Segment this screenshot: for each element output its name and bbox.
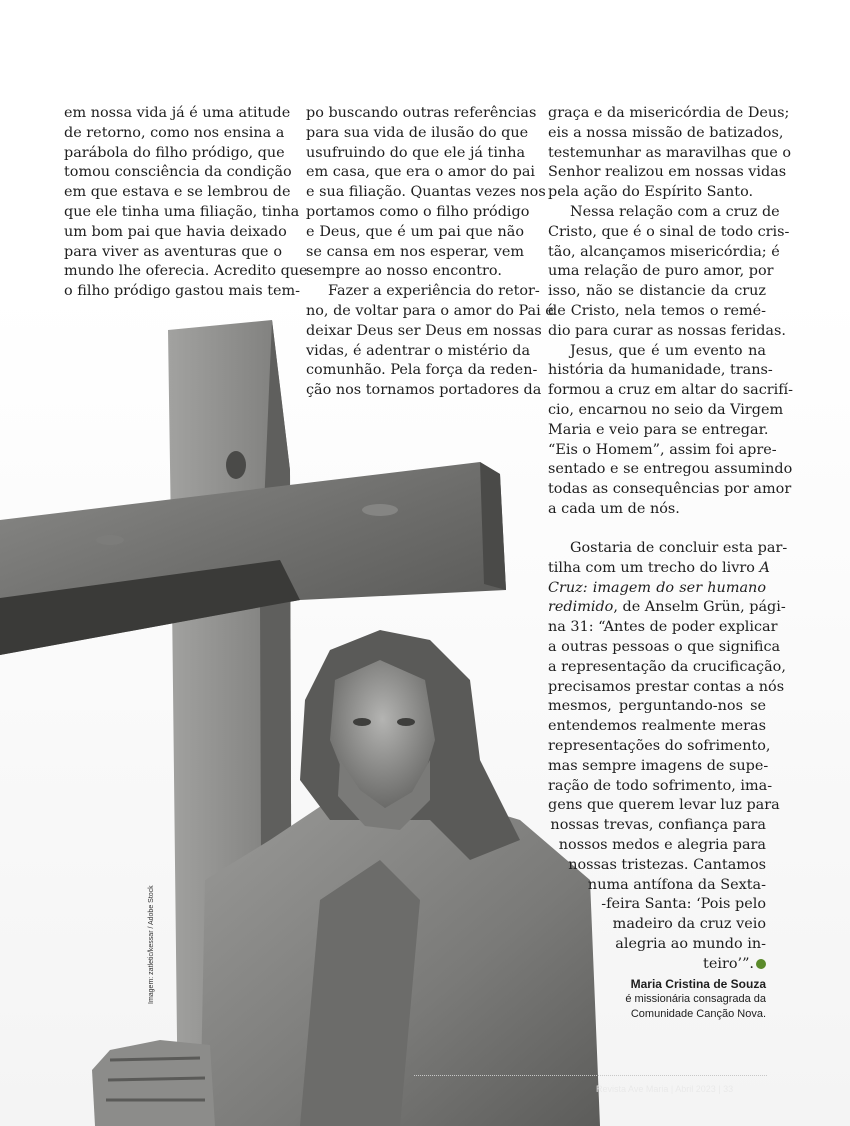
footer-divider bbox=[414, 1075, 767, 1076]
text-line bbox=[548, 559, 770, 579]
text-line: nossas trevas, confiança para bbox=[550, 817, 766, 834]
text-line: ção nos tornamos portadores da bbox=[306, 382, 542, 399]
text-column-2 bbox=[306, 104, 554, 401]
text-line: Fazer a experiência do retor- bbox=[328, 283, 540, 300]
text-line: o filho pródigo gastou mais tem- bbox=[64, 283, 301, 300]
text-line: uma relação de puro amor, por bbox=[548, 263, 774, 280]
image-credit: Imagem: zatletic/kessar / Adobe Stock bbox=[148, 885, 155, 1004]
text-line bbox=[548, 579, 766, 599]
paragraph bbox=[64, 104, 308, 302]
text-line: portamos como o filho pródigo bbox=[306, 203, 530, 220]
paragraph bbox=[548, 104, 792, 203]
text-line: no, de voltar para o amor do Pai é bbox=[306, 302, 554, 319]
text-line: sentado e se entregou assumindo bbox=[548, 461, 793, 478]
text-line: mas sempre imagens de supe- bbox=[548, 757, 769, 774]
text-fragment: , de Anselm Grün, pági- bbox=[613, 599, 786, 616]
closing-paragraph bbox=[548, 539, 788, 975]
text-line: -feira Santa: ‘Pois pelo bbox=[601, 896, 766, 913]
text-line: formou a cruz em altar do sacrifí- bbox=[548, 382, 794, 399]
text-line: comunhão. Pela força da reden- bbox=[306, 362, 538, 379]
text-line: ração de todo sofrimento, ima- bbox=[548, 777, 773, 794]
text-line: pela ação do Espírito Santo. bbox=[548, 184, 754, 201]
text-line: história da humanidade, trans- bbox=[548, 362, 773, 379]
text-line: Gostaria de concluir esta par- bbox=[570, 540, 788, 556]
text-line: Nessa relação com a cruz de bbox=[570, 203, 780, 220]
text-line: a cada um de nós. bbox=[548, 500, 680, 517]
author-role: Comunidade Canção Nova. bbox=[630, 1008, 766, 1020]
text-line: e Deus, que é um pai que não bbox=[306, 223, 524, 240]
text-line: entendemos realmente meras bbox=[548, 718, 766, 735]
text-line: para viver as aventuras que o bbox=[64, 243, 282, 260]
text-line: parábola do filho pródigo, que bbox=[64, 144, 285, 161]
text-line: tomou consciência da condição bbox=[64, 164, 292, 181]
text-line: dio para curar as nossas feridas. bbox=[548, 322, 786, 339]
book-title-fragment: Cruz: imagem do ser humano bbox=[548, 579, 766, 596]
text-line: nossas tristezas. Cantamos bbox=[568, 856, 766, 873]
author-name: Maria Cristina de Souza bbox=[630, 977, 766, 991]
text-line: cio, encarnou no seio da Virgem bbox=[548, 401, 784, 418]
text-line: na 31: “Antes de poder explicar bbox=[548, 619, 778, 636]
end-of-article-icon bbox=[756, 959, 766, 969]
text-line: a representação da crucificação, bbox=[548, 658, 786, 675]
text-column-3 bbox=[548, 104, 794, 520]
book-title-fragment: A bbox=[759, 559, 770, 576]
text-line: em casa, que era o amor do pai bbox=[306, 164, 536, 181]
text-line: deixar Deus ser Deus em nossas bbox=[306, 322, 542, 339]
text-line: Senhor realizou em nossas vidas bbox=[548, 164, 787, 181]
text-line: nossos medos e alegria para bbox=[558, 836, 766, 853]
text-line: de Cristo, nela temos o remé- bbox=[548, 302, 766, 319]
text-line: gens que querem levar luz para bbox=[548, 797, 780, 814]
text-line: representações do sofrimento, bbox=[548, 737, 771, 754]
text-line: numa antífona da Sexta- bbox=[587, 876, 766, 893]
text-line: po buscando outras referências bbox=[306, 105, 537, 121]
text-line: mesmos, perguntando-nos se bbox=[548, 698, 766, 715]
text-line: que ele tinha uma filiação, tinha bbox=[64, 203, 300, 220]
author-signature bbox=[560, 976, 766, 1022]
text-line: eis a nossa missão de batizados, bbox=[548, 124, 784, 141]
text-line: a outras pessoas o que significa bbox=[548, 638, 781, 655]
text-line: sempre ao nosso encontro. bbox=[306, 263, 502, 280]
text-fragment: tilha com um trecho do livro bbox=[548, 559, 760, 576]
text-line: em nossa vida já é uma atitude bbox=[64, 105, 291, 121]
text-line: madeiro da cruz veio bbox=[612, 916, 766, 933]
text-line: testemunhar as maravilhas que o bbox=[548, 144, 792, 161]
author-role: é missionária consagrada da bbox=[625, 993, 766, 1005]
text-line: de retorno, como nos ensina a bbox=[64, 124, 285, 141]
text-line bbox=[548, 598, 786, 618]
text-line: alegria ao mundo in- bbox=[615, 935, 766, 952]
text-line bbox=[548, 955, 766, 975]
text-line: e sua filiação. Quantas vezes nos bbox=[306, 184, 546, 201]
text-line: Maria e veio para se entregar. bbox=[548, 421, 769, 438]
text-line: tão, alcançamos misericórdia; é bbox=[548, 243, 780, 260]
text-line: Jesus, que é um evento na bbox=[570, 342, 766, 359]
text-line: isso, não se distancie da cruz bbox=[548, 283, 766, 300]
paragraph bbox=[306, 104, 546, 282]
paragraph bbox=[306, 282, 554, 401]
text-line: um bom pai que havia deixado bbox=[64, 223, 287, 240]
page-footer: Revista Ave Maria | Abril 2023 | 33 bbox=[596, 1084, 734, 1094]
text-line: “Eis o Homem”, assim foi apre- bbox=[548, 441, 777, 458]
text-line: para sua vida de ilusão do que bbox=[306, 124, 529, 141]
text-fragment: teiro’”. bbox=[703, 955, 754, 972]
text-line: em que estava e se lembrou de bbox=[64, 184, 291, 201]
text-line: vidas, é adentrar o mistério da bbox=[306, 342, 531, 359]
text-line: mundo lhe oferecia. Acredito que bbox=[64, 263, 308, 280]
paragraph bbox=[548, 342, 794, 520]
book-title-fragment: redimido bbox=[548, 599, 614, 616]
text-line: Cristo, que é o sinal de todo cris- bbox=[548, 223, 790, 240]
text-line: todas as consequências por amor bbox=[548, 481, 792, 498]
text-line: graça e da misericórdia de Deus; bbox=[548, 105, 790, 121]
text-line: precisamos prestar contas a nós bbox=[548, 678, 785, 695]
text-line: usufruindo do que ele já tinha bbox=[306, 144, 526, 161]
text-line: se cansa em nos esperar, vem bbox=[306, 243, 524, 260]
paragraph bbox=[548, 203, 790, 342]
text-column-1 bbox=[64, 104, 308, 302]
